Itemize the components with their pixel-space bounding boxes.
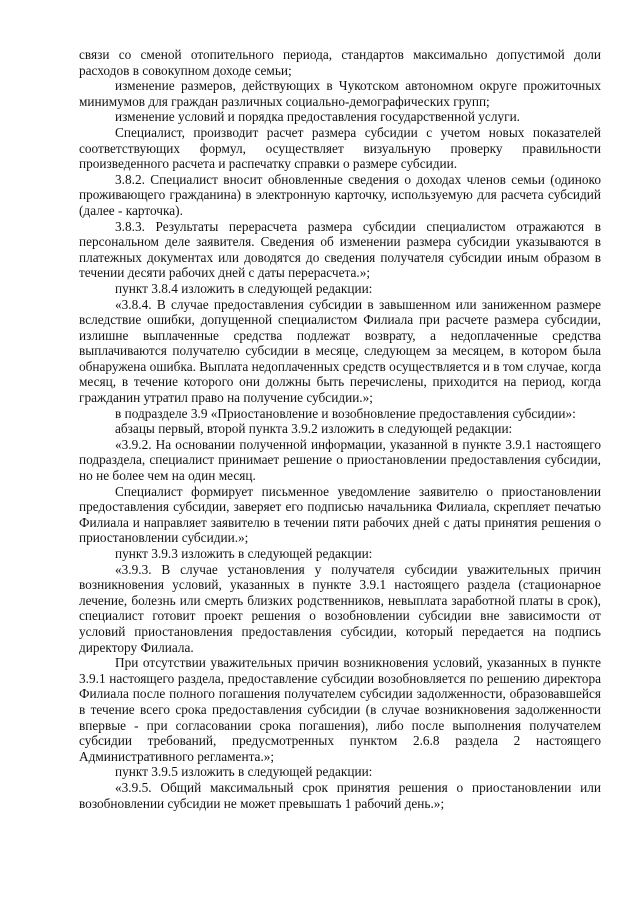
paragraph-3-9-2: «3.9.2. На основании полученной информации, указанной в пункте 3.9.1 настоящего подраздела, специалист принимает решение о приостановлении предоставления субсидии, но не более чем на один месяц. <box>79 436 601 484</box>
paragraph-specialist-calculation: Специалист, производит расчет размера субсидии с учетом новых показателей соответствующих формул, осуществляет визуальную проверку правильности произведенного расчета и распечатку справки о размере субсидии. <box>79 124 601 172</box>
paragraph-continuation: связи со сменой отопительного периода, стандартов максимально допустимой доли расходов в совокупном доходе семьи; <box>79 47 601 78</box>
paragraph-amend-3-9-2: абзацы первый, второй пункта 3.9.2 изложить в следующей редакции: <box>115 421 513 437</box>
paragraph-amend-3-9-3: пункт 3.9.3 изложить в следующей редакции: <box>115 546 373 561</box>
paragraph-service-conditions: изменение условий и порядка предоставления государственной услуги. <box>115 109 521 125</box>
document-page <box>79 47 601 811</box>
paragraph-amend-3-8-4: пункт 3.8.4 изложить в следующей редакции: <box>115 280 373 296</box>
paragraph-notification: Специалист формирует письменное уведомление заявителю о приостановлении предоставления субсидии, заверяет его подписью начальника Филиала, скрепляет печатью Филиала и направляет заявителю в течении пяти рабочих дней с даты принятия решения о приостановлении субсидии.»; <box>79 483 601 546</box>
paragraph-3-9-5: «3.9.5. Общий максимальный срок принятия решения о приостановлении или возобновлении субсидии не может превышать 1 рабочий день.»; <box>79 779 601 811</box>
paragraph-subsection-3-9: в подразделе 3.9 «Приостановление и возобновление предоставления субсидии»: <box>115 405 576 421</box>
paragraph-3-8-4: «3.8.4. В случае предоставления субсидии в завышенном или заниженном размере вследствие ошибки, допущенной специалистом Филиала при расчете размера субсидии, излишне выплаченные средства подлежат возврату, а недоплаченные средства выплачиваются получателю субсидии в месяце, следующем за месяцем, в котором была обнаружена ошибка. Выплата недоплаченных средств осуществляется и в том случае, когда месяц, в течение которого они должны быть перечислены, приходится на период, когда гражданин утратил право на получение субсидии.»; <box>79 296 601 406</box>
paragraph-no-valid-reasons: При отсутствии уважительных причин возникновения условий, указанных в пункте 3.9.1 настоящего раздела, предоставление субсидии возобновляется по решению директора Филиала после полного погашения получателем субсидии задолженности, образовавшейся в течение всего срока предоставления субсидии (в случае возникновения задолженности впервые - при согласовании срока погашения), либо после выполнения получателем субсидии требований, предусмотренных пунктом 2.6.8 раздела 2 настоящего Административного регламента.»; <box>79 655 601 764</box>
paragraph-3-8-3: 3.8.3. Результаты перерасчета размера субсидии специалистом отражаются в персональном деле заявителя. Сведения об изменении размера субсидии указываются в платежных документах или доводятся до сведения получателя субсидии иным образом в течении десяти рабочих дней с даты перерасчета.»; <box>79 218 601 281</box>
paragraph-subsistence-minimum: изменение размеров, действующих в Чукотском автономном округе прожиточных минимумов для граждан различных социально-демографических групп; <box>79 78 601 109</box>
paragraph-amend-3-9-5: пункт 3.9.5 изложить в следующей редакции: <box>115 764 373 780</box>
paragraph-3-8-2: 3.8.2. Специалист вносит обновленные сведения о доходах членов семьи (одиноко проживающего гражданина) в электронную карточку, используемую для расчета субсидий (далее - карточка). <box>79 171 601 218</box>
paragraph-3-9-3: «3.9.3. В случае установления у получателя субсидии уважительных причин возникновения условий, указанных в пункте 3.9.1 настоящего раздела (стационарное лечение, болезнь или смерть близких родственников, невыплата заработной платы в срок), специалист готовит проект решения о возобновлении субсидии вне зависимости от условий приостановления предоставления субсидии, который передается на подпись директору Филиала. <box>79 561 601 655</box>
